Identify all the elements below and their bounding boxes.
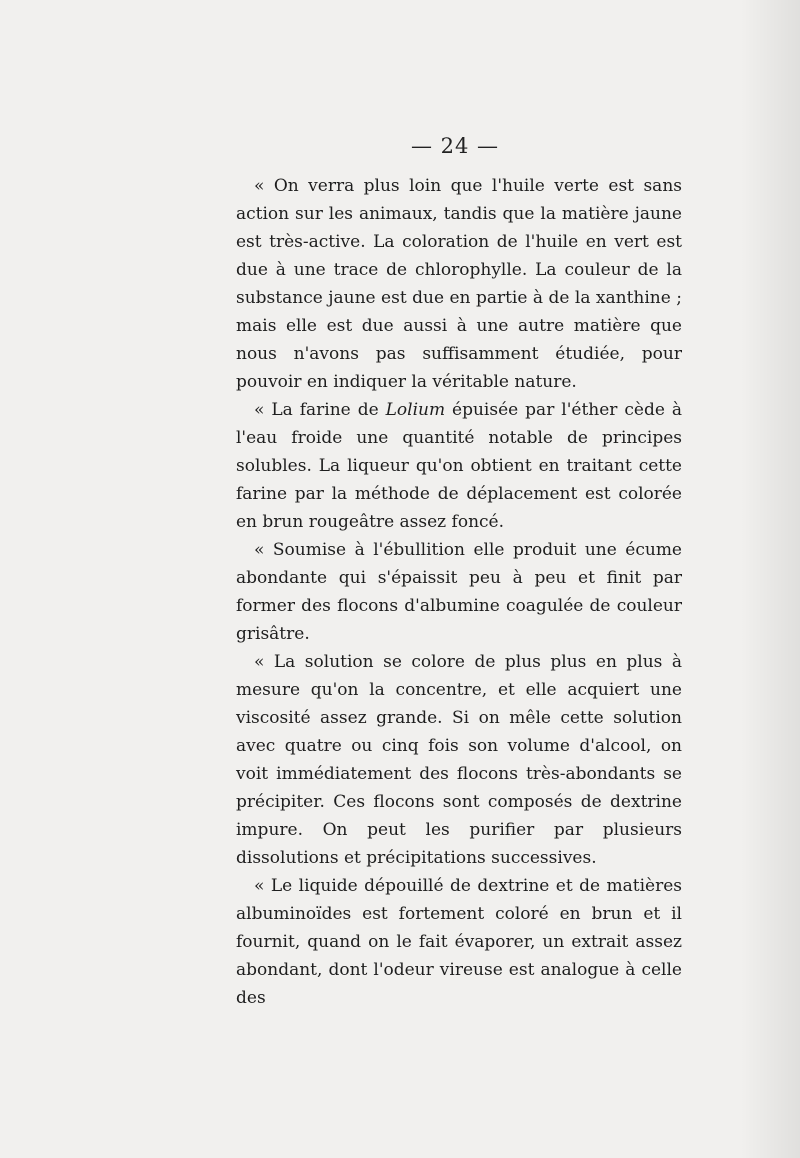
page-edge-shadow [740,0,800,1158]
paragraph-lead: « La farine de [254,400,386,420]
paragraph-farine-lolium [236,396,682,536]
paragraph-solution: « La solution se colore de plus plus en plus à mesure qu'on la concentre, et elle acquiert une viscosité assez grande. Si on mêle cette solution avec quatre ou cinq fois son volume d'alcool, on voit immédiatement des flocons très-abondants se précipiter. Ces flocons sont composés de dextrine impure. On peut les purifier par plusieurs dissolutions et précipitations successives. [236,652,682,868]
body-text [236,172,682,1012]
paragraph-huile-verte: « On verra plus loin que l'huile verte est sans action sur les animaux, tandis que la matière jaune est très-active. La coloration de l'huile en vert est due à une trace de chlorophylle. La couleur de la substance jaune est due en partie à de la xanthine ; mais elle est due aussi à une autre matière que nous n'avons pas suffisamment étudiée, pour pouvoir en indiquer la véritable nature. [236,176,682,392]
page-number: — 24 — [410,134,500,158]
paragraph-ebullition: « Soumise à l'ébullition elle produit une écume abondante qui s'épaissit peu à peu et finit par former des flocons d'albumine coagulée de couleur grisâtre. [236,540,682,644]
paragraph-rest: épuisée par l'éther cède à l'eau froide une quantité notable de principes solubles. La liqueur qu'on obtient en traitant cette farine par la méthode de déplacement est colorée en brun rougeâtre assez foncé. [236,400,682,532]
species-name-lolium: Lolium [385,400,446,420]
paragraph-liquide: « Le liquide dépouillé de dextrine et de matières albuminoïdes est fortement coloré en brun et il fournit, quand on le fait évaporer, un extrait assez abondant, dont l'odeur vireuse est analogue à celle des [236,876,682,1008]
